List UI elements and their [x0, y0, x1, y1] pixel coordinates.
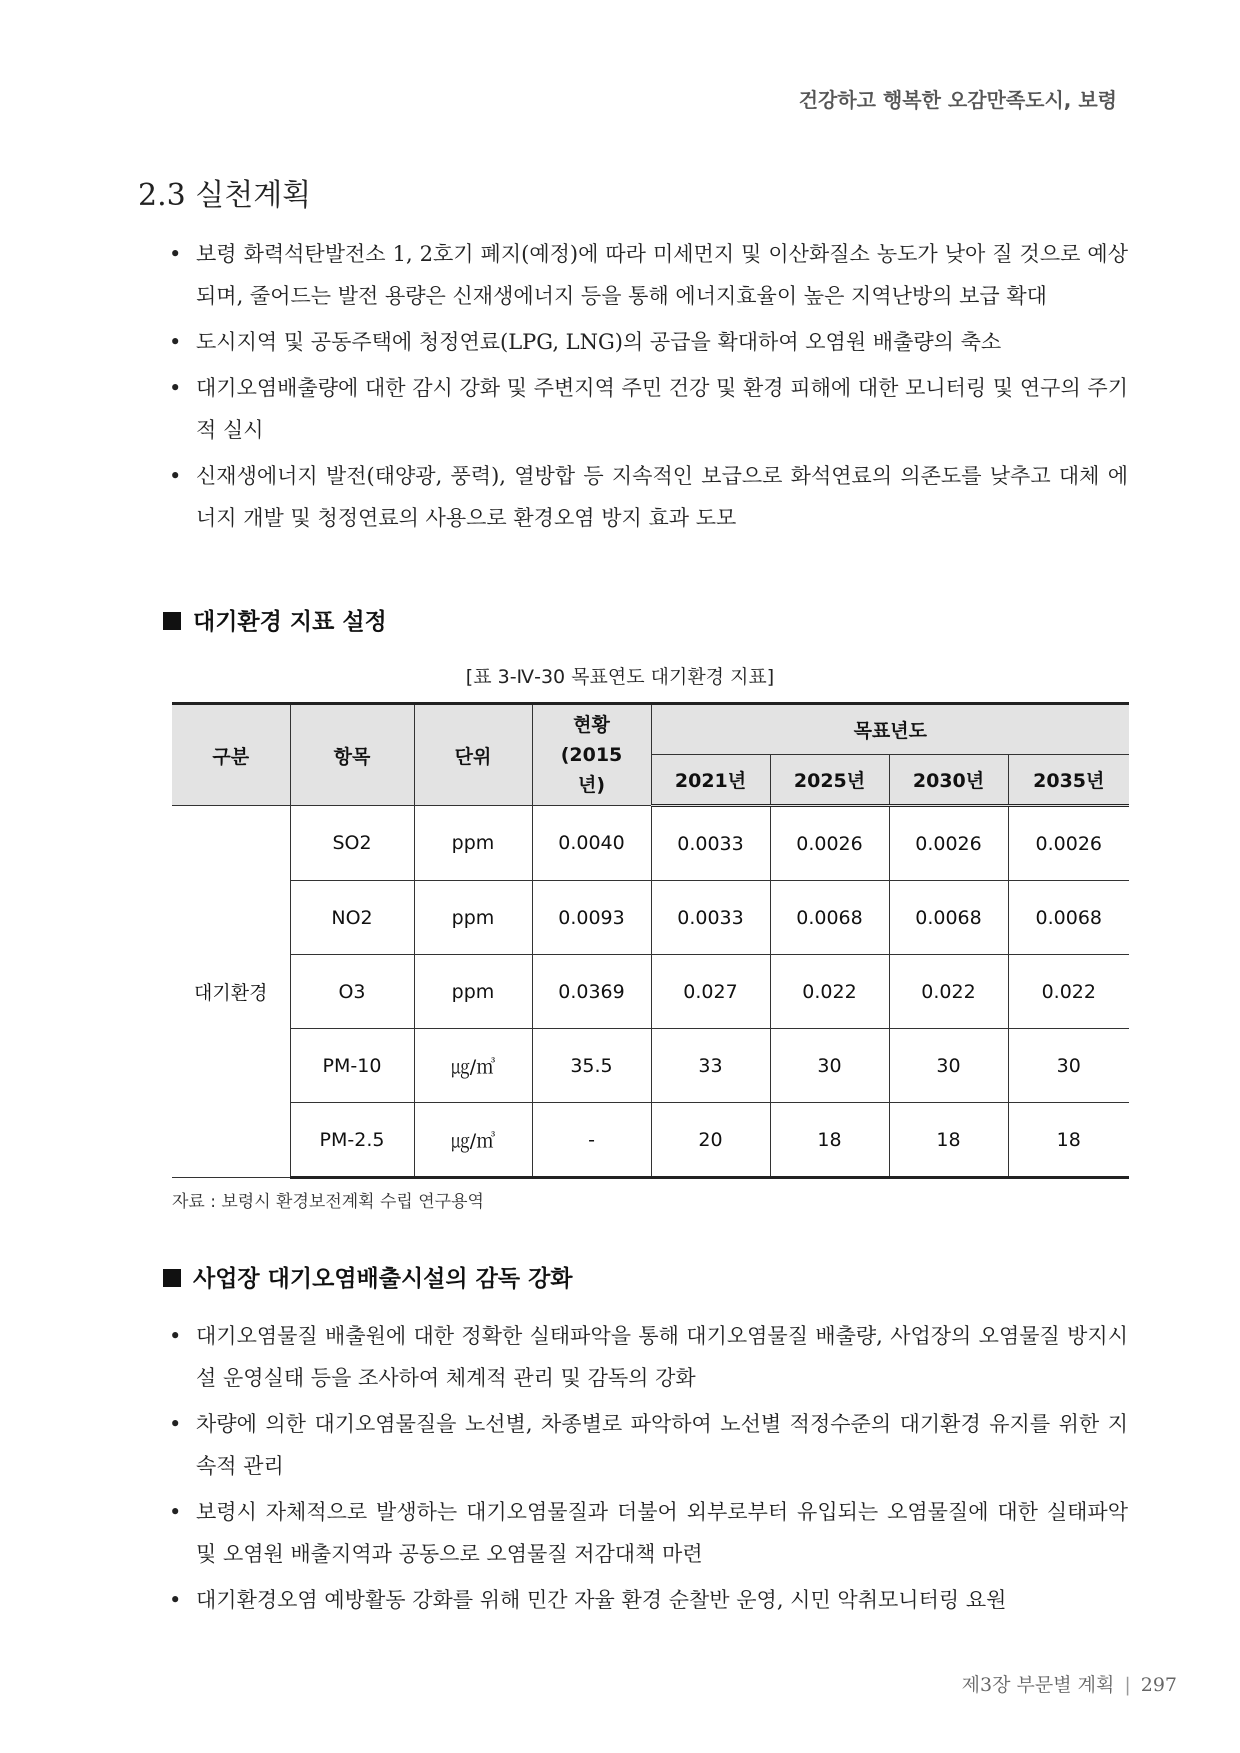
group-cell: 대기환경	[172, 806, 290, 1178]
page-number: 297	[1140, 1674, 1177, 1696]
current-cell: -	[532, 1103, 651, 1178]
header-target-year: 목표년도	[651, 704, 1129, 755]
unit-cell: ㎍/㎥	[414, 1103, 532, 1178]
item-cell: SO2	[290, 806, 414, 881]
value-cell: 0.0033	[651, 881, 770, 955]
list-item: • 대기환경오염 예방활동 강화를 위해 민간 자율 환경 순찰반 운영, 시민 악취모니터링 요원	[166, 1579, 1128, 1621]
list-item: • 대기오염물질 배출원에 대한 정확한 실태파악을 통해 대기오염물질 배출량, 사업장의 오염물질 방지시설 운영실태 등을 조사하여 체계적 관리 및 감독의 강화	[166, 1315, 1128, 1399]
value-cell: 30	[1008, 1029, 1129, 1103]
list-item: • 대기오염배출량에 대한 감시 강화 및 주변지역 주민 건강 및 환경 피해에 대한 모니터링 및 연구의 주기적 실시	[166, 367, 1128, 451]
value-cell: 0.0026	[889, 806, 1008, 881]
value-cell: 30	[889, 1029, 1008, 1103]
running-header: 건강하고 행복한 오감만족도시, 보령	[798, 88, 1117, 112]
table-row	[172, 955, 1129, 1029]
header-item: 항목	[290, 704, 414, 806]
header-year: 2030년	[889, 755, 1008, 806]
page-footer	[962, 1670, 1177, 1697]
list-item: • 차량에 의한 대기오염물질을 노선별, 차종별로 파악하여 노선별 적정수준의 대기환경 유지를 위한 지속적 관리	[166, 1403, 1128, 1487]
subheading-air-indicator: 대기환경 지표 설정	[163, 603, 387, 636]
bullet-dot-icon: •	[169, 1412, 182, 1436]
value-cell: 0.027	[651, 955, 770, 1029]
value-cell: 0.022	[1008, 955, 1129, 1029]
bullet-dot-icon: •	[169, 1324, 182, 1348]
unit-cell: ppm	[414, 955, 532, 1029]
unit-cell: ㎍/㎥	[414, 1029, 532, 1103]
value-cell: 0.0026	[1008, 806, 1129, 881]
item-cell: PM-10	[290, 1029, 414, 1103]
value-cell: 0.0026	[770, 806, 889, 881]
current-cell: 0.0093	[532, 881, 651, 955]
table-row	[172, 1029, 1129, 1103]
bullet-dot-icon: •	[169, 330, 182, 354]
value-cell: 30	[770, 1029, 889, 1103]
item-cell: PM-2.5	[290, 1103, 414, 1178]
footer-divider: |	[1124, 1674, 1131, 1696]
bullet-dot-icon: •	[169, 242, 182, 266]
header-year: 2021년	[651, 755, 770, 806]
square-bullet-icon	[163, 1269, 181, 1287]
header-group: 구분	[172, 704, 290, 806]
value-cell: 18	[1008, 1103, 1129, 1178]
header-unit: 단위	[414, 704, 532, 806]
table-source-note: 자료 : 보령시 환경보전계획 수립 연구용역	[172, 1192, 484, 1212]
subheading-supervision: 사업장 대기오염배출시설의 감독 강화	[163, 1260, 573, 1293]
table-row	[172, 806, 1129, 881]
header-year: 2025년	[770, 755, 889, 806]
item-cell: O3	[290, 955, 414, 1029]
value-cell: 0.0068	[1008, 881, 1129, 955]
bullet-dot-icon: •	[169, 376, 182, 400]
value-cell: 0.0033	[651, 806, 770, 881]
air-quality-target-table	[172, 702, 1129, 1179]
supervision-bullet-list	[166, 1315, 1128, 1625]
bullet-dot-icon: •	[169, 464, 182, 488]
section-title: 2.3 실천계획	[138, 178, 312, 213]
current-cell: 0.0040	[532, 806, 651, 881]
square-bullet-icon	[163, 612, 181, 630]
unit-cell: ppm	[414, 881, 532, 955]
value-cell: 0.022	[889, 955, 1008, 1029]
value-cell: 0.022	[770, 955, 889, 1029]
header-current: 현황 (2015년)	[532, 704, 651, 806]
value-cell: 0.0068	[889, 881, 1008, 955]
list-item: • 보령 화력석탄발전소 1, 2호기 폐지(예정)에 따라 미세먼지 및 이산화질소 농도가 낮아 질 것으로 예상되며, 줄어드는 발전 용량은 신재생에너지 등을 통해 에너지효율이 높은 지역난방의 보급 확대	[166, 233, 1128, 317]
value-cell: 0.0068	[770, 881, 889, 955]
table-row	[172, 881, 1129, 955]
unit-cell: ppm	[414, 806, 532, 881]
value-cell: 33	[651, 1029, 770, 1103]
list-item: • 신재생에너지 발전(태양광, 풍력), 열방합 등 지속적인 보급으로 화석연료의 의존도를 낮추고 대체 에너지 개발 및 청정연료의 사용으로 환경오염 방지 효과 도모	[166, 455, 1128, 539]
value-cell: 20	[651, 1103, 770, 1178]
header-year: 2035년	[1008, 755, 1129, 806]
value-cell: 18	[889, 1103, 1008, 1178]
bullet-dot-icon: •	[169, 1500, 182, 1524]
value-cell: 18	[770, 1103, 889, 1178]
bullet-dot-icon: •	[169, 1588, 182, 1612]
list-item: • 보령시 자체적으로 발생하는 대기오염물질과 더불어 외부로부터 유입되는 오염물질에 대한 실태파악 및 오염원 배출지역과 공동으로 오염물질 저감대책 마련	[166, 1491, 1128, 1575]
current-cell: 35.5	[532, 1029, 651, 1103]
footer-chapter: 제3장 부문별 계획	[961, 1674, 1115, 1696]
list-item: • 도시지역 및 공동주택에 청정연료(LPG, LNG)의 공급을 확대하여 오염원 배출량의 축소	[166, 321, 1128, 363]
current-cell: 0.0369	[532, 955, 651, 1029]
table-caption: [표 3-Ⅳ-30 목표연도 대기환경 지표]	[465, 666, 775, 688]
item-cell: NO2	[290, 881, 414, 955]
table-row	[172, 1103, 1129, 1178]
intro-bullet-list	[166, 233, 1128, 543]
